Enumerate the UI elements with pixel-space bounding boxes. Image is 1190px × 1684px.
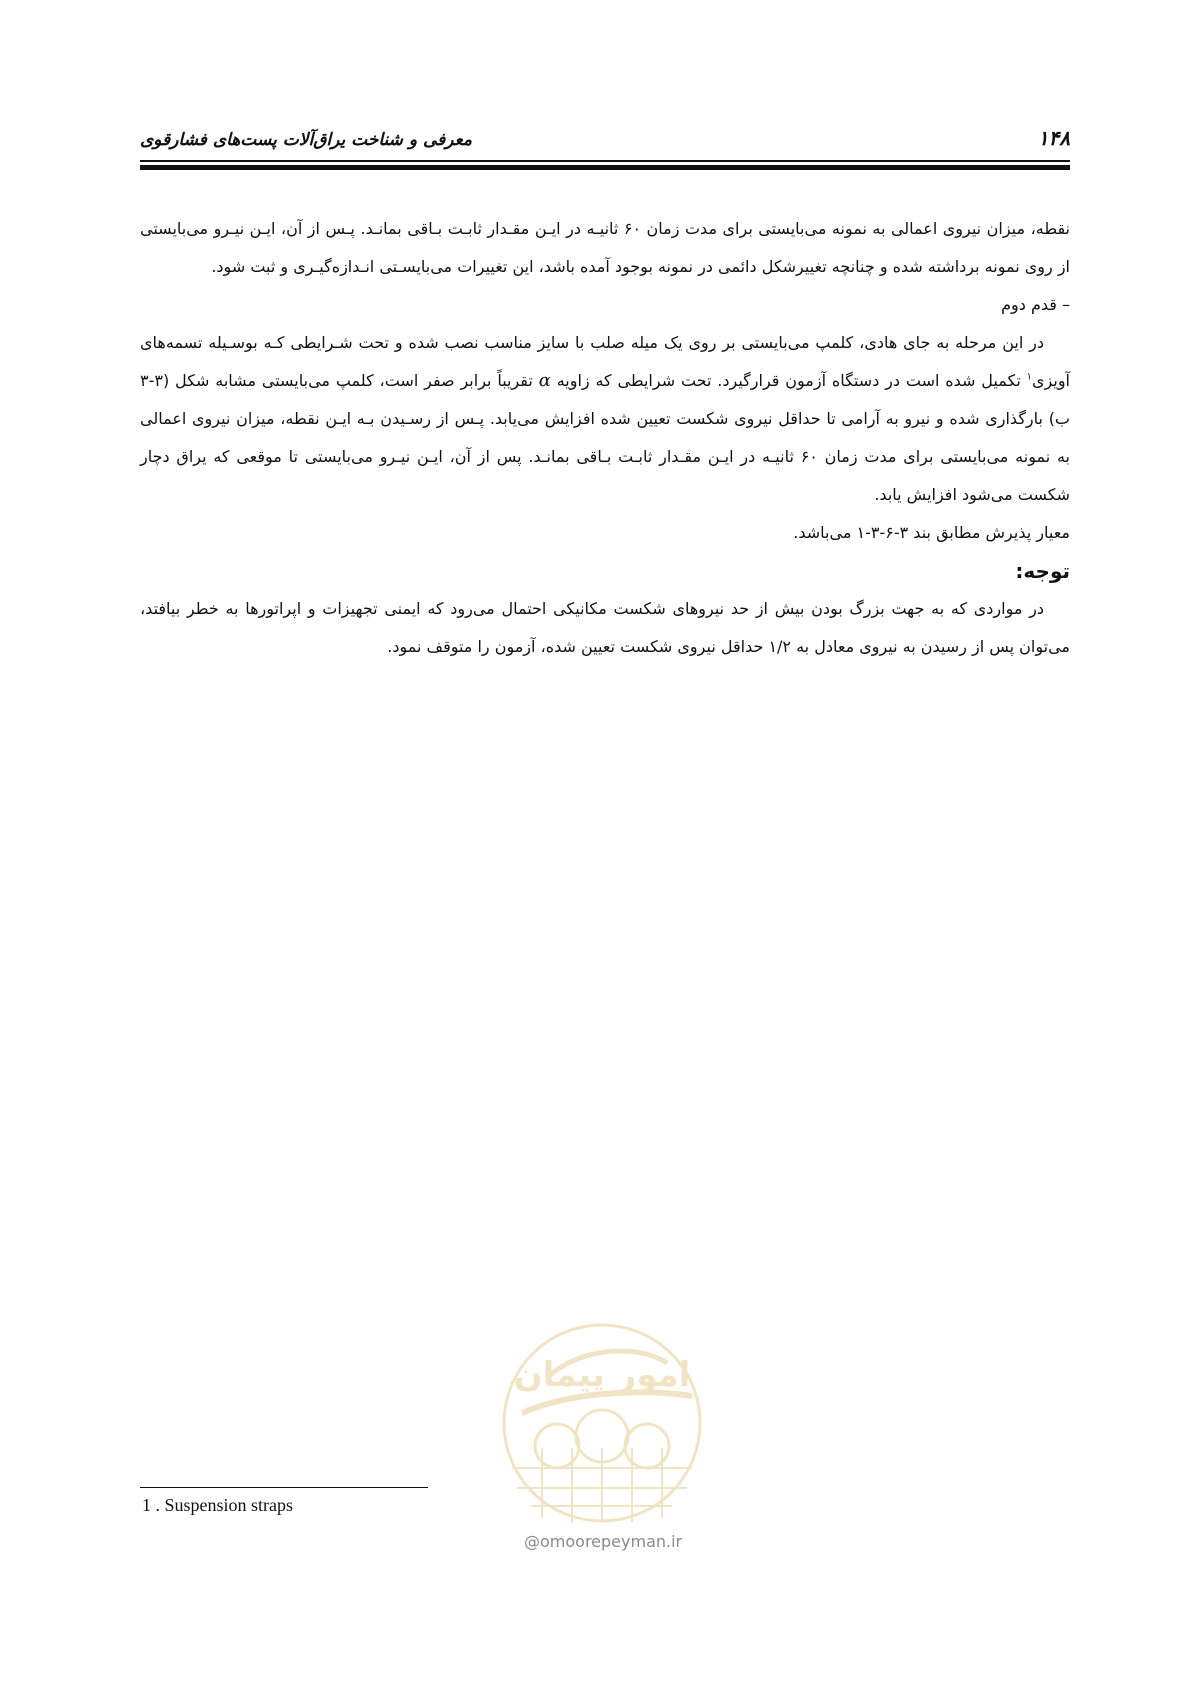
paragraph-text-part1: در این مرحله به جای هادی، کلمپ می‌بایستی بر روی یک میله صلب با سایز مناسب نصب شده و تحت شـرایطی کـه بوسـیله تسمه‌های آویزی (140, 333, 1070, 390)
step-title: – قدم دوم (1001, 295, 1070, 314)
note-paragraph: در مواردی که به جهت بزرگ بودن بیش از حد نیروهای شکست مکانیکی احتمال می‌رود که ایمنی تجهیزات و اپراتورها به خطر بیافتد، می‌توان پس از رسیدن به نیروی معادل به ۱/۲ حداقل نیروی شکست تعیین شده، آزمون را متوقف نمود. (140, 599, 1070, 656)
header-rule-thin (140, 160, 1070, 162)
body-text (140, 210, 1070, 666)
acceptance-criteria: معیار پذیرش مطابق بند ۳-۶-۳-۱ می‌باشد. (793, 523, 1070, 542)
alpha-symbol: α (538, 370, 551, 391)
footnote-marker[interactable]: ۱ (1026, 371, 1033, 383)
watermark-logo (487, 1318, 717, 1528)
paragraph-text-part2: تکمیل شده است در دستگاه آزمون قرارگیرد. تحت شرایطی که زاویه (550, 371, 1027, 390)
page-header (140, 122, 1070, 162)
footnote-rule (140, 1487, 428, 1488)
svg-text:امور پیمان: امور پیمان (513, 1355, 691, 1395)
paragraph-continuation: نقطه، میزان نیروی اعمالی به نمونه می‌بایستی برای مدت زمان ۶۰ ثانیـه در ایـن مقـدار ثابـت بـاقی بمانـد. پـس از آن، ایـن نیـرو می‌بایستی از روی نمونه برداشته شده و چنانچه تغییرشکل دائمی در نمونه بوجود آمده باشد، این تغییرات می‌بایسـتی انـدازه‌گیـری و ثبت شود. (140, 219, 1070, 276)
book-title: معرفی و شناخت یراق‌آلات پست‌های فشارقوی (140, 130, 472, 150)
paragraph-step-two (140, 324, 1070, 514)
note-heading: توجه: (1015, 559, 1070, 583)
watermark-site: @omoorepeyman.ir (524, 1532, 683, 1551)
footnote: 1 . Suspension straps (142, 1495, 294, 1515)
header-rule-thick (140, 165, 1070, 170)
paragraph-text-part3: تقریباً برابر صفر است، کلمپ می‌بایستی مشابه شکل (۳-۳ ب) بارگذاری شده و نیرو به آرامی تا حداقل نیروی شکست تعیین شده افزایش می‌یابد. پـس از رسـیدن بـه ایـن نقطه، میزان نیروی اعمالی به نمونه می‌بایستی برای مدت زمان ۶۰ ثانیـه در ایـن مقـدار ثابـت بـاقی بمانـد. پس از آن، ایـن نیـرو می‌بایستی تا موقعی که یراق دچار شکست می‌شود افزایش یابد. (140, 371, 1070, 504)
page-number: ۱۴۸ (1037, 126, 1070, 150)
